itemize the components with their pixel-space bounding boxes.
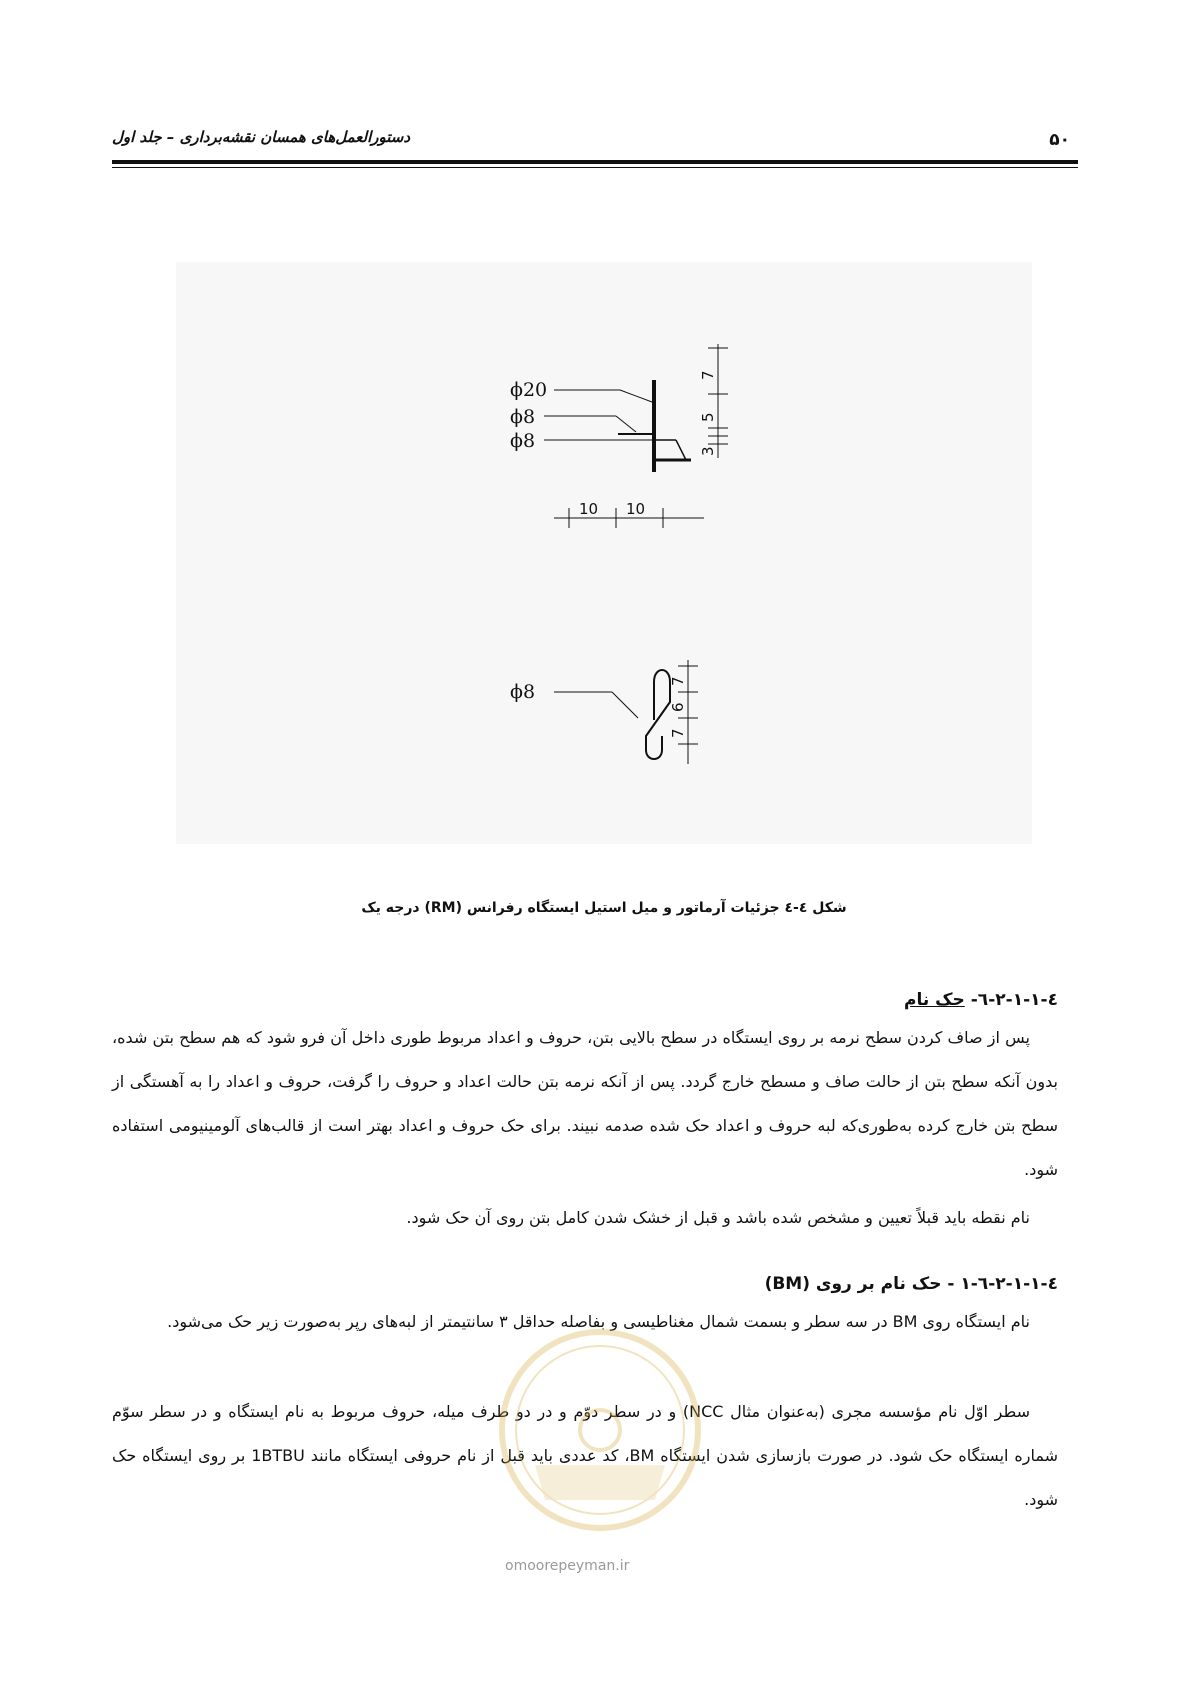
dim-v2: 5 xyxy=(699,412,717,422)
paragraph-1: پس از صاف کردن سطح نرمه بر روی ایستگاه در سطح بالایی بتن، حروف و اعداد مربوط طوری داخل آن فرو شود که هم سطح بتن شده، بدون آنکه سطح بتن از حالت صاف و مسطح خارج گردد. پس از آنکه نرمه بتن حالت اعداد و حروف را گرفت، حروف و اعداد را به آهستگی از سطح بتن خارج کرده به‌طوری‌که لبه حروف و اعداد حک شده صدمه نبیند. برای حک حروف و اعداد بهتر است از قالب‌های آلومینیومی استفاده شود. xyxy=(112,1028,1058,1179)
page-number: ۵۰ xyxy=(1049,130,1070,150)
dim-h1: 10 xyxy=(579,500,599,518)
stirrup-bend xyxy=(676,440,686,460)
paragraph-3: نام ایستگاه روی BM در سه سطر و بسمت شمال مغناطیسی و بفاصله حداقل ٣ سانتیمتر از لبه‌های رپر به‌صورت زیر حک می‌شود. xyxy=(167,1312,1030,1331)
watermark-site: omoorepeyman.ir xyxy=(505,1558,630,1574)
dim-v1: 7 xyxy=(699,370,717,380)
label-phi8-b: ϕ8 xyxy=(510,430,536,452)
section-1-title: حک نام xyxy=(904,990,965,1010)
header-rule-thin xyxy=(112,167,1078,168)
dim-bottom-v3: 7 xyxy=(669,728,687,738)
label-phi8-c: ϕ8 xyxy=(510,681,536,703)
hooked-rod xyxy=(646,670,670,759)
leader-phi8-c-tip xyxy=(612,692,638,718)
paragraph-4: سطر اوّل نام مؤسسه مجری (به‌عنوان مثال NCC) و در سطر دوّم و در دو طرف میله، حروف مربوط به نام ایستگاه و در سطر سوّم شماره ایستگاه حک شود. در صورت بازسازی شدن ایستگاه BM، کد عددی باید قبل از نام حروفی ایستگاه مانند 1BTBU بر روی ایستگاه حک شود. xyxy=(112,1402,1059,1509)
leader-phi20-tip xyxy=(620,390,652,402)
watermark-logo xyxy=(495,1325,705,1535)
leader-phi8-a-tip xyxy=(616,416,636,432)
label-phi20: ϕ20 xyxy=(510,379,548,401)
running-header-title: دستورالعمل‌های همسان نقشه‌برداری – جلد اول xyxy=(112,128,411,146)
header-rule xyxy=(112,160,1078,164)
section-1-number: ٤-١-١-٢-٦- xyxy=(964,990,1058,1010)
section-heading-1 xyxy=(112,990,1058,1010)
figure-caption: شکل ٤-٤ جزئیات آرماتور و میل استیل ایستگاه رفرانس (RM) درجه یک xyxy=(361,900,847,916)
label-phi8-a: ϕ8 xyxy=(510,406,536,428)
section-heading-2: ٤-١-١-٢-٦-١ - حک نام بر روی (BM) xyxy=(764,1274,1058,1294)
dim-h2: 10 xyxy=(626,500,646,518)
dim-v3: 3 xyxy=(699,446,717,456)
dim-bottom-v1: 7 xyxy=(669,676,687,686)
paragraph-2: نام نقطه باید قبلاً تعیین و مشخص شده باشد و قبل از خشک شدن کامل بتن روی آن حک شود. xyxy=(406,1208,1030,1227)
rebar-detail-figure xyxy=(176,262,1032,844)
dim-bottom-v2: 6 xyxy=(669,702,687,712)
rebar-detail-drawing xyxy=(176,262,1032,844)
